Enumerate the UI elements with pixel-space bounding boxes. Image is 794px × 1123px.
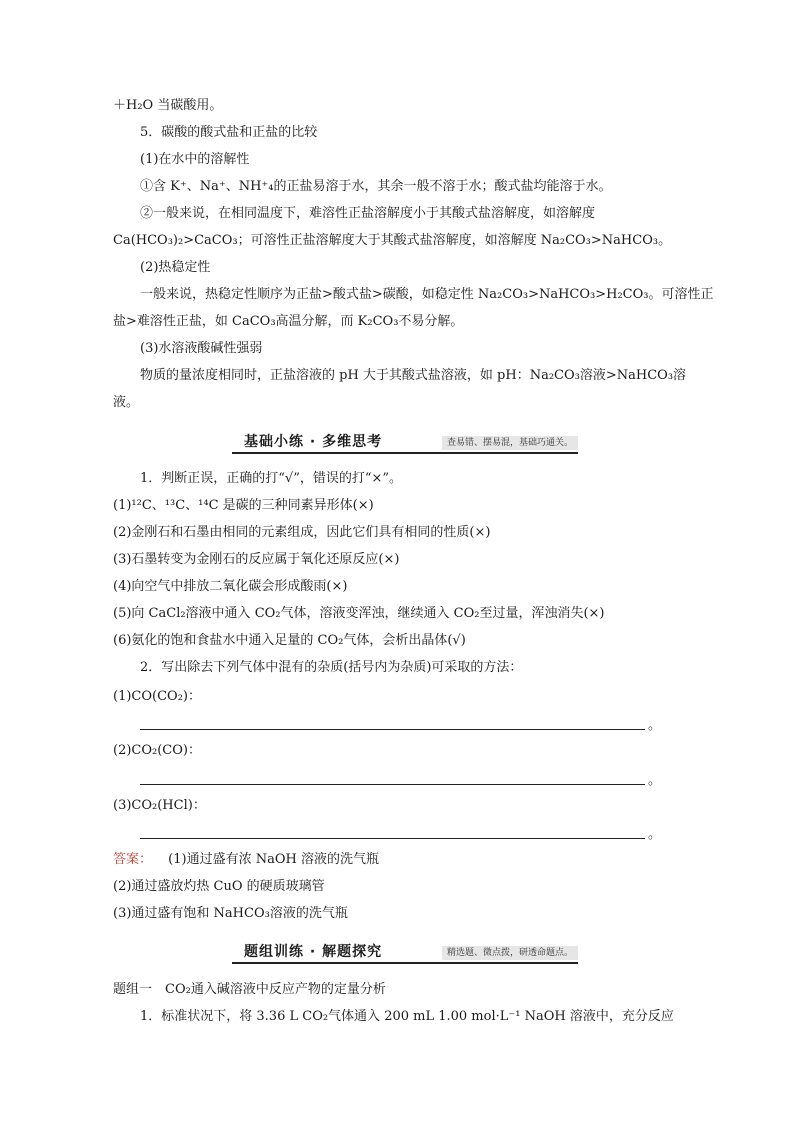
blank-label: (1)CO(CO₂)： <box>113 689 201 704</box>
section-heading: 5．碳酸的酸式盐和正盐的比较 <box>140 125 318 140</box>
answer-text: (3)通过盛有饱和 NaHCO₃溶液的洗气瓶 <box>113 906 348 921</box>
question-text: 1．判断正误，正确的打“√”，错误的打“×”。 <box>140 471 403 486</box>
text-line: 盐>难溶性正盐，如 CaCO₃高温分解，而 K₂CO₃不易分解。 <box>113 314 464 329</box>
answer-blank-line <box>140 784 645 785</box>
section-banner-basic <box>232 430 578 454</box>
text-line: 一般来说，热稳定性顺序为正盐>酸式盐>碳酸，如稳定性 Na₂CO₃>NaHCO₃>H₂CO₃。可溶性正 <box>140 287 714 302</box>
banner-title: 题组训练 · 解题探究 <box>244 944 383 960</box>
banner-rule <box>232 962 578 964</box>
banner-rule <box>232 452 578 454</box>
period-mark: 。 <box>648 773 662 788</box>
banner-title: 基础小练 · 多维思考 <box>244 434 383 450</box>
period-mark: 。 <box>648 718 662 733</box>
judge-item: (1)¹²C、¹³C、¹⁴C 是碳的三种同素异形体(×) <box>113 498 374 513</box>
banner-tag: 精选题、微点拨，研透命题点。 <box>442 946 578 960</box>
answer-blank-line <box>140 729 645 730</box>
question-text: 2．写出除去下列气体中混有的杂质(括号内为杂质)可采取的方法： <box>140 660 523 675</box>
answer-text: (1)通过盛有浓 NaOH 溶液的洗气瓶 <box>168 852 379 867</box>
subsection-heading: (1)在水中的溶解性 <box>140 152 250 167</box>
section-banner-training <box>232 940 578 964</box>
judge-item: (3)石墨转变为金刚石的反应属于氧化还原反应(×) <box>113 552 400 567</box>
text-line: ①含 K⁺、Na⁺、NH⁺₄的正盐易溶于水，其余一般不溶于水；酸式盐均能溶于水。 <box>140 179 612 194</box>
text-line: Ca(HCO₃)₂>CaCO₃；可溶性正盐溶解度大于其酸式盐溶解度，如溶解度 Na₂CO₃>NaHCO₃。 <box>113 233 672 248</box>
group-title: 题组一 CO₂通入碱溶液中反应产物的定量分析 <box>113 982 386 997</box>
answer-line-1 <box>113 850 683 870</box>
answer-text: (2)通过盛放灼热 CuO 的硬质玻璃管 <box>113 879 325 894</box>
banner-tag: 查易错、摆易混，基础巧通关。 <box>442 436 578 450</box>
blank-label: (3)CO₂(HCl)： <box>113 798 206 813</box>
period-mark: 。 <box>648 827 662 842</box>
judge-item: (5)向 CaCl₂溶液中通入 CO₂气体，溶液变浑浊，继续通入 CO₂至过量，浑浊消失(×) <box>113 606 605 621</box>
subsection-heading: (2)热稳定性 <box>140 260 211 275</box>
answer-label: 答案： <box>113 852 153 867</box>
text-line: 液。 <box>113 395 140 410</box>
blank-label: (2)CO₂(CO)： <box>113 743 201 758</box>
subsection-heading: (3)水溶液酸碱性强弱 <box>140 341 263 356</box>
judge-item: (6)氨化的饱和食盐水中通入足量的 CO₂气体，会析出晶体(√) <box>113 633 466 648</box>
answer-blank-line <box>140 838 645 839</box>
judge-item: (4)向空气中排放二氧化碳会形成酸雨(×) <box>113 579 348 594</box>
question-text: 1．标准状况下，将 3.36 L CO₂气体通入 200 mL 1.00 mol·L⁻¹ NaOH 溶液中，充分反应 <box>140 1009 674 1024</box>
text-line: ＋H₂O 当碳酸用。 <box>113 98 223 113</box>
judge-item: (2)金刚石和石墨由相同的元素组成，因此它们具有相同的性质(×) <box>113 525 491 540</box>
text-line: ②一般来说，在相同温度下，难溶性正盐溶解度小于其酸式盐溶解度，如溶解度 <box>140 206 596 221</box>
text-line: 物质的量浓度相同时，正盐溶液的 pH 大于其酸式盐溶液，如 pH：Na₂CO₃溶液>NaHCO₃溶 <box>140 368 687 383</box>
